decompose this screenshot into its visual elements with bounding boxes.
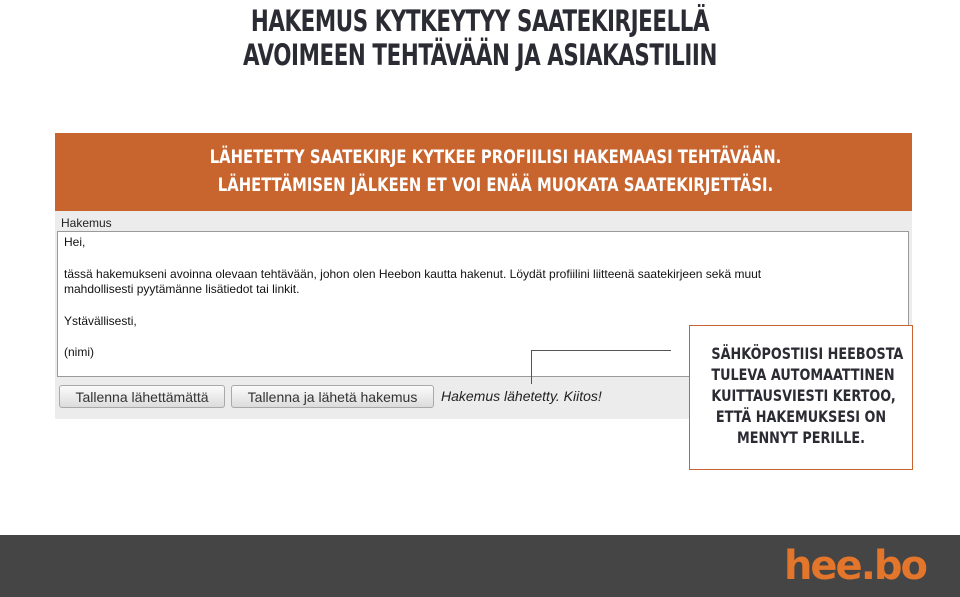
slide-title-line2: AVOIMEEN TEHTÄVÄÄN JA ASIAKASTILIIN (243, 38, 717, 72)
banner-line1: LÄHETETTY SAATEKIRJE KYTKEE PROFIILISI HAKEMAASI TEHTÄVÄÄN. (209, 146, 782, 168)
callout-line2: TULEVA AUTOMAATTINEN (711, 365, 895, 384)
signature-text: (nimi) (64, 345, 94, 359)
save-without-sending-button[interactable]: Tallenna lähettämättä (59, 385, 225, 408)
sent-confirmation-message: Hakemus lähetetty. Kiitos! (441, 388, 602, 404)
callout-line5: MENNYT PERILLE. (736, 428, 866, 447)
info-banner-text (161, 143, 829, 199)
callout-text (711, 343, 904, 448)
greeting-text: Hei, (64, 235, 86, 249)
callout-connector-vertical (531, 350, 532, 384)
body-text-line2: mahdollisesti pyytämänne lisätiedot tai linkit. (64, 282, 300, 296)
heebo-logo: hee.bo (783, 543, 926, 589)
callout-line1: SÄHKÖPOSTIISI HEEBOSTA (711, 344, 904, 363)
slide-title-line1: HAKEMUS KYTKEYTYY SAATEKIRJEELLÄ (250, 4, 710, 38)
banner-line2: LÄHETTÄMISEN JÄLKEEN ET VOI ENÄÄ MUOKATA SAATEKIRJETTÄSI. (217, 174, 774, 196)
save-and-send-button[interactable]: Tallenna ja lähetä hakemus (231, 385, 434, 408)
closing-text: Ystävällisesti, (64, 314, 137, 328)
callout-connector-horizontal (531, 350, 671, 351)
callout-line3: KUITTAUSVIESTI KERTOO, (711, 386, 896, 405)
callout-line4: ETTÄ HAKEMUKSESI ON (715, 407, 887, 426)
application-field-label: Hakemus (61, 216, 112, 230)
slide-title (86, 4, 873, 72)
body-text-line1: tässä hakemukseni avoinna olevaan tehtävään, johon olen Heebon kautta hakenut. Löydät profiilini liitteenä saatekirjeen sekä muut (64, 267, 762, 281)
